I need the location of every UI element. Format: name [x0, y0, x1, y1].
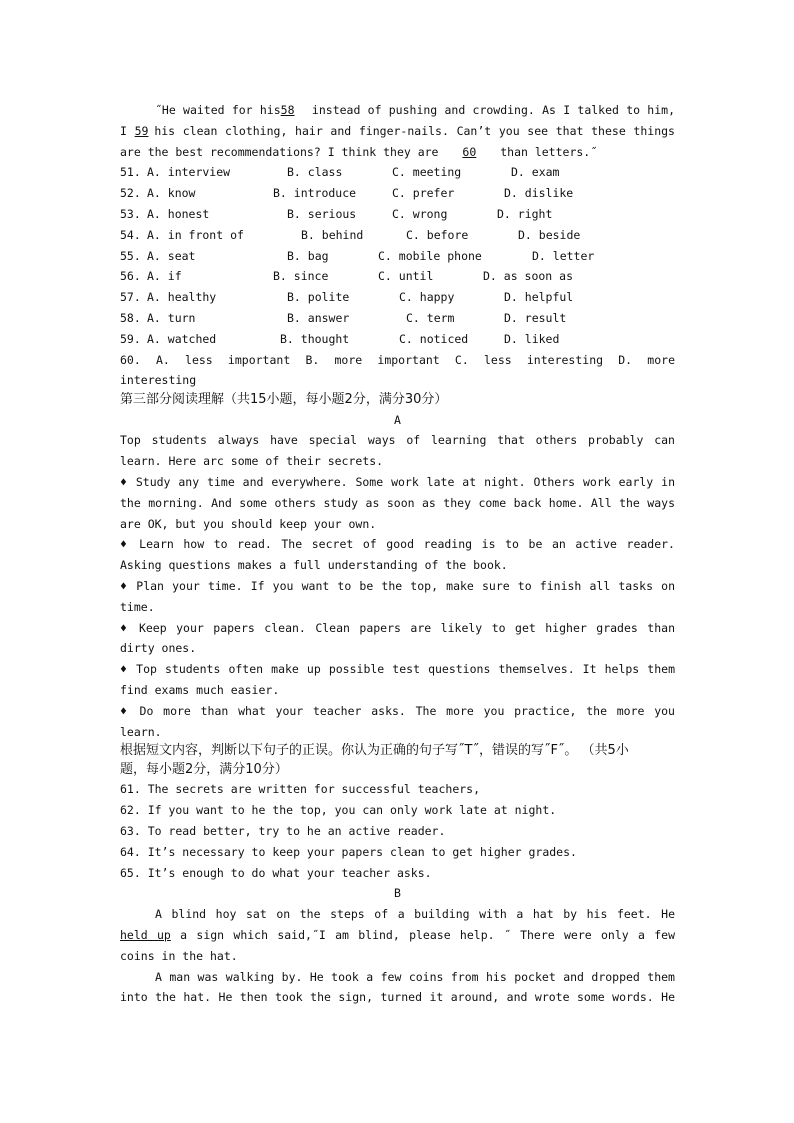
section-a-line: ♦ Top students often make up possible test questions themselves. It helps them	[120, 662, 675, 677]
question-53: 53. A. honest B. serious C. wrong D. right	[120, 206, 553, 221]
section-a-line: ♦ Do more than what your teacher asks. The more you practice, the more you	[120, 703, 675, 718]
section-b-line: into the hat. He then took the sign, turned it around, and wrote some words. He	[120, 990, 675, 1005]
question-57: 57. A. healthy B. polite C. happy D. helpful	[120, 290, 574, 305]
section-a-line: ♦ Study any time and everywhere. Some work late at night. Others work early in	[120, 475, 675, 490]
statement-61: 61. The secrets are written for successful teachers,	[120, 782, 481, 797]
section-b-line: coins in the hat.	[120, 948, 238, 963]
section-a-line: ♦ Keep your papers clean. Clean papers are likely to get higher grades than	[120, 620, 675, 635]
question-58: 58. A. turn B. answer C. term D. result	[120, 310, 567, 325]
section-a-line: Top students always have special ways of learning that others probably can	[120, 433, 675, 448]
section-a-line: dirty ones.	[120, 641, 197, 656]
section-a-line: Asking questions makes a full understanding of the book.	[120, 558, 508, 573]
question-56: 56. A. if B. since C. until D. as soon as	[120, 269, 574, 284]
section-a-line: the morning. And some others study as soon as they come back home. All the ways	[120, 495, 675, 510]
section-a-line: find exams much easier.	[120, 683, 280, 698]
section-a-line: learn.	[120, 724, 162, 739]
instruction-line: 题，每小题2分，满分10分）	[120, 761, 288, 777]
section-a-line: time.	[120, 599, 155, 614]
question-59: 59. A. watched B. thought C. noticed D. liked	[120, 331, 560, 346]
passage-line: ˝He waited for his58 instead of pushing and crowding. As I talked to him,	[120, 100, 675, 121]
question-51: 51. A. interview B. class C. meeting D. exam	[120, 165, 560, 180]
section-b-letter: B	[394, 886, 401, 901]
document-content	[120, 100, 675, 1008]
statement-62: 62. If you want to he the top, you can only work late at night.	[120, 803, 557, 818]
statement-65: 65. It’s enough to do what your teacher asks.	[120, 865, 432, 880]
question-52: 52. A. know B. introduce C. prefer D. dislike	[120, 186, 574, 201]
part3-heading: 第三部分阅读理解（共15小题，每小题2分，满分30分）	[120, 392, 448, 408]
statement-63: 63. To read better, try to he an active reader.	[120, 824, 446, 838]
section-b-line: A man was walking by. He took a few coins from his pocket and dropped them	[155, 969, 675, 984]
blank-58: 58	[280, 103, 295, 117]
passage-line: I 59 his clean clothing, hair and finger-nails. Can’t you see that these things	[120, 121, 675, 142]
question-55: 55. A. seat B. bag C. mobile phone D. letter	[120, 248, 595, 263]
instruction-line: 根据短文内容，判断以下句子的正误。你认为正确的句子写˝T˝，错误的写˝F˝。 （共5小	[120, 743, 629, 759]
section-a-letter: A	[394, 412, 401, 427]
section-a-line: learn. Here arc some of their secrets.	[120, 454, 384, 469]
blank-60: 60	[462, 144, 477, 159]
statement-64: 64. It’s necessary to keep your papers clean to get higher grades.	[120, 844, 577, 859]
question-60-continued: interesting	[120, 373, 197, 388]
question-54: 54. A. in front of B. behind C. before D. beside	[120, 227, 581, 242]
question-60: 60. A. less important B. more important C. less interesting D. more	[120, 352, 675, 367]
section-b-line: held up a sign which said,˝I am blind, please help. ˝ There were only a few	[120, 927, 675, 942]
section-a-line: are OK, but you should keep your own.	[120, 516, 377, 531]
underlined-phrase: held up	[120, 927, 171, 942]
passage-line: are the best recommendations? I think they are 60 than letters.˝	[120, 142, 675, 163]
blank-59: 59	[134, 123, 149, 138]
section-a-line: ♦ Learn how to read. The secret of good reading is to be an active reader.	[120, 537, 675, 552]
section-a-line: ♦ Plan your time. If you want to be the top, make sure to finish all tasks on	[120, 579, 675, 594]
section-b-line: A blind hoy sat on the steps of a building with a hat by his feet. He	[155, 907, 675, 922]
